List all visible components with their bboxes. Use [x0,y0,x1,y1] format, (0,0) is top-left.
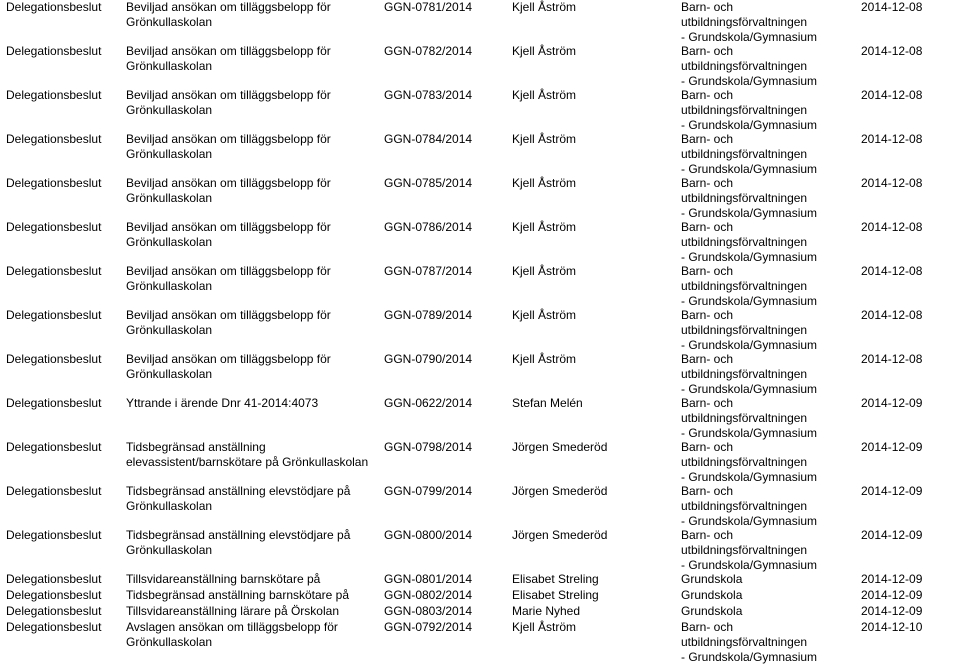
department: Grundskola [681,604,743,618]
case-handler: Kjell Åström [512,220,577,234]
department: Grundskola [681,572,743,586]
case-handler: Kjell Åström [512,176,577,190]
case-handler: Kjell Åström [512,308,577,322]
case-handler: Kjell Åström [512,264,577,278]
case-number: GGN-0786/2014 [384,220,473,234]
decision-date: 2014-12-09 [861,588,923,602]
case-number: GGN-0782/2014 [384,44,473,58]
case-handler: Jörgen Smederöd [512,484,608,498]
decision-date: 2014-12-09 [861,396,923,410]
decision-type: Delegationsbeslut [6,588,102,602]
department: Barn- och utbildningsförvaltningen - Grundskola/Gymnasium [681,0,818,44]
decision-type: Delegationsbeslut [6,396,102,410]
decision-date: 2014-12-08 [861,88,923,102]
case-handler: Stefan Melén [512,396,583,410]
decision-description: Beviljad ansökan om tilläggsbelopp för Grönkullaskolan [126,308,331,337]
case-handler: Jörgen Smederöd [512,440,608,454]
decision-date: 2014-12-08 [861,0,923,14]
case-handler: Jörgen Smederöd [512,528,608,542]
decision-date: 2014-12-09 [861,604,923,618]
decision-description: Tidsbegränsad anställning barnskötare på [126,588,350,602]
decision-type: Delegationsbeslut [6,264,102,278]
case-number: GGN-0792/2014 [384,620,473,634]
department: Barn- och utbildningsförvaltningen - Grundskola/Gymnasium [681,352,818,396]
decision-description: Tidsbegränsad anställning elevstödjare på Grönkullaskolan [126,528,351,557]
case-number: GGN-0802/2014 [384,588,473,602]
department: Barn- och utbildningsförvaltningen - Grundskola/Gymnasium [681,132,818,176]
decision-type: Delegationsbeslut [6,88,102,102]
case-handler: Kjell Åström [512,0,577,14]
case-number: GGN-0789/2014 [384,308,473,322]
department: Grundskola [681,588,743,602]
decision-type: Delegationsbeslut [6,308,102,322]
case-number: GGN-0622/2014 [384,396,473,410]
decision-description: Tillsvidareanställning barnskötare på [126,572,321,586]
decision-description: Tillsvidareanställning lärare på Örskolan [126,604,339,618]
decision-description: Beviljad ansökan om tilläggsbelopp för Grönkullaskolan [126,0,331,29]
department: Barn- och utbildningsförvaltningen - Grundskola/Gymnasium [681,88,818,132]
decision-date: 2014-12-09 [861,484,923,498]
department: Barn- och utbildningsförvaltningen - Grundskola/Gymnasium [681,484,818,528]
case-handler: Marie Nyhed [512,604,581,618]
department: Barn- och utbildningsförvaltningen - Grundskola/Gymnasium [681,220,818,264]
department: Barn- och utbildningsförvaltningen - Grundskola/Gymnasium [681,176,818,220]
decision-type: Delegationsbeslut [6,132,102,146]
case-number: GGN-0803/2014 [384,604,473,618]
decision-description: Beviljad ansökan om tilläggsbelopp för Grönkullaskolan [126,220,331,249]
case-number: GGN-0798/2014 [384,440,473,454]
decision-type: Delegationsbeslut [6,0,102,14]
decision-date: 2014-12-08 [861,308,923,322]
case-handler: Kjell Åström [512,44,577,58]
decision-date: 2014-12-10 [861,620,923,634]
decision-date: 2014-12-08 [861,132,923,146]
department: Barn- och utbildningsförvaltningen - Grundskola/Gymnasium [681,44,818,88]
decision-date: 2014-12-09 [861,440,923,454]
decision-date: 2014-12-08 [861,264,923,278]
department: Barn- och utbildningsförvaltningen - Grundskola/Gymnasium [681,528,818,572]
case-number: GGN-0801/2014 [384,572,473,586]
decision-date: 2014-12-09 [861,528,923,542]
decision-type: Delegationsbeslut [6,440,102,454]
decision-type: Delegationsbeslut [6,604,102,618]
case-number: GGN-0783/2014 [384,88,473,102]
decision-type: Delegationsbeslut [6,620,102,634]
case-handler: Kjell Åström [512,620,577,634]
decision-description: Beviljad ansökan om tilläggsbelopp för Grönkullaskolan [126,352,331,381]
case-number: GGN-0800/2014 [384,528,473,542]
case-number: GGN-0790/2014 [384,352,473,366]
decision-type: Delegationsbeslut [6,528,102,542]
decision-description: Avslagen ansökan om tilläggsbelopp för Grönkullaskolan [126,620,338,649]
department: Barn- och utbildningsförvaltningen - Grundskola/Gymnasium [681,264,818,308]
decision-description: Beviljad ansökan om tilläggsbelopp för Grönkullaskolan [126,132,331,161]
decision-type: Delegationsbeslut [6,176,102,190]
department: Barn- och utbildningsförvaltningen - Grundskola/Gymnasium [681,620,818,664]
decision-description: Beviljad ansökan om tilläggsbelopp för Grönkullaskolan [126,264,331,293]
decision-description: Yttrande i ärende Dnr 41-2014:4073 [126,396,319,410]
decision-description: Tidsbegränsad anställning elevstödjare på Grönkullaskolan [126,484,351,513]
case-handler: Kjell Åström [512,132,577,146]
case-handler: Elisabet Streling [512,572,599,586]
decision-type: Delegationsbeslut [6,352,102,366]
decision-date: 2014-12-08 [861,220,923,234]
decision-date: 2014-12-08 [861,352,923,366]
case-number: GGN-0787/2014 [384,264,473,278]
decision-date: 2014-12-09 [861,572,923,586]
department: Barn- och utbildningsförvaltningen - Grundskola/Gymnasium [681,440,818,484]
decision-type: Delegationsbeslut [6,220,102,234]
case-number: GGN-0799/2014 [384,484,473,498]
decision-type: Delegationsbeslut [6,44,102,58]
decision-description: Beviljad ansökan om tilläggsbelopp för Grönkullaskolan [126,44,331,73]
case-handler: Kjell Åström [512,88,577,102]
decision-date: 2014-12-08 [861,176,923,190]
case-handler: Kjell Åström [512,352,577,366]
decision-type: Delegationsbeslut [6,484,102,498]
case-number: GGN-0785/2014 [384,176,473,190]
department: Barn- och utbildningsförvaltningen - Grundskola/Gymnasium [681,308,818,352]
decision-description: Beviljad ansökan om tilläggsbelopp för Grönkullaskolan [126,88,331,117]
decision-description: Tidsbegränsad anställning elevassistent/barnskötare på Grönkullaskolan [126,440,369,469]
decision-date: 2014-12-08 [861,44,923,58]
decision-type: Delegationsbeslut [6,572,102,586]
case-handler: Elisabet Streling [512,588,599,602]
department: Barn- och utbildningsförvaltningen - Grundskola/Gymnasium [681,396,818,440]
case-number: GGN-0781/2014 [384,0,473,14]
decision-description: Beviljad ansökan om tilläggsbelopp för Grönkullaskolan [126,176,331,205]
case-number: GGN-0784/2014 [384,132,473,146]
